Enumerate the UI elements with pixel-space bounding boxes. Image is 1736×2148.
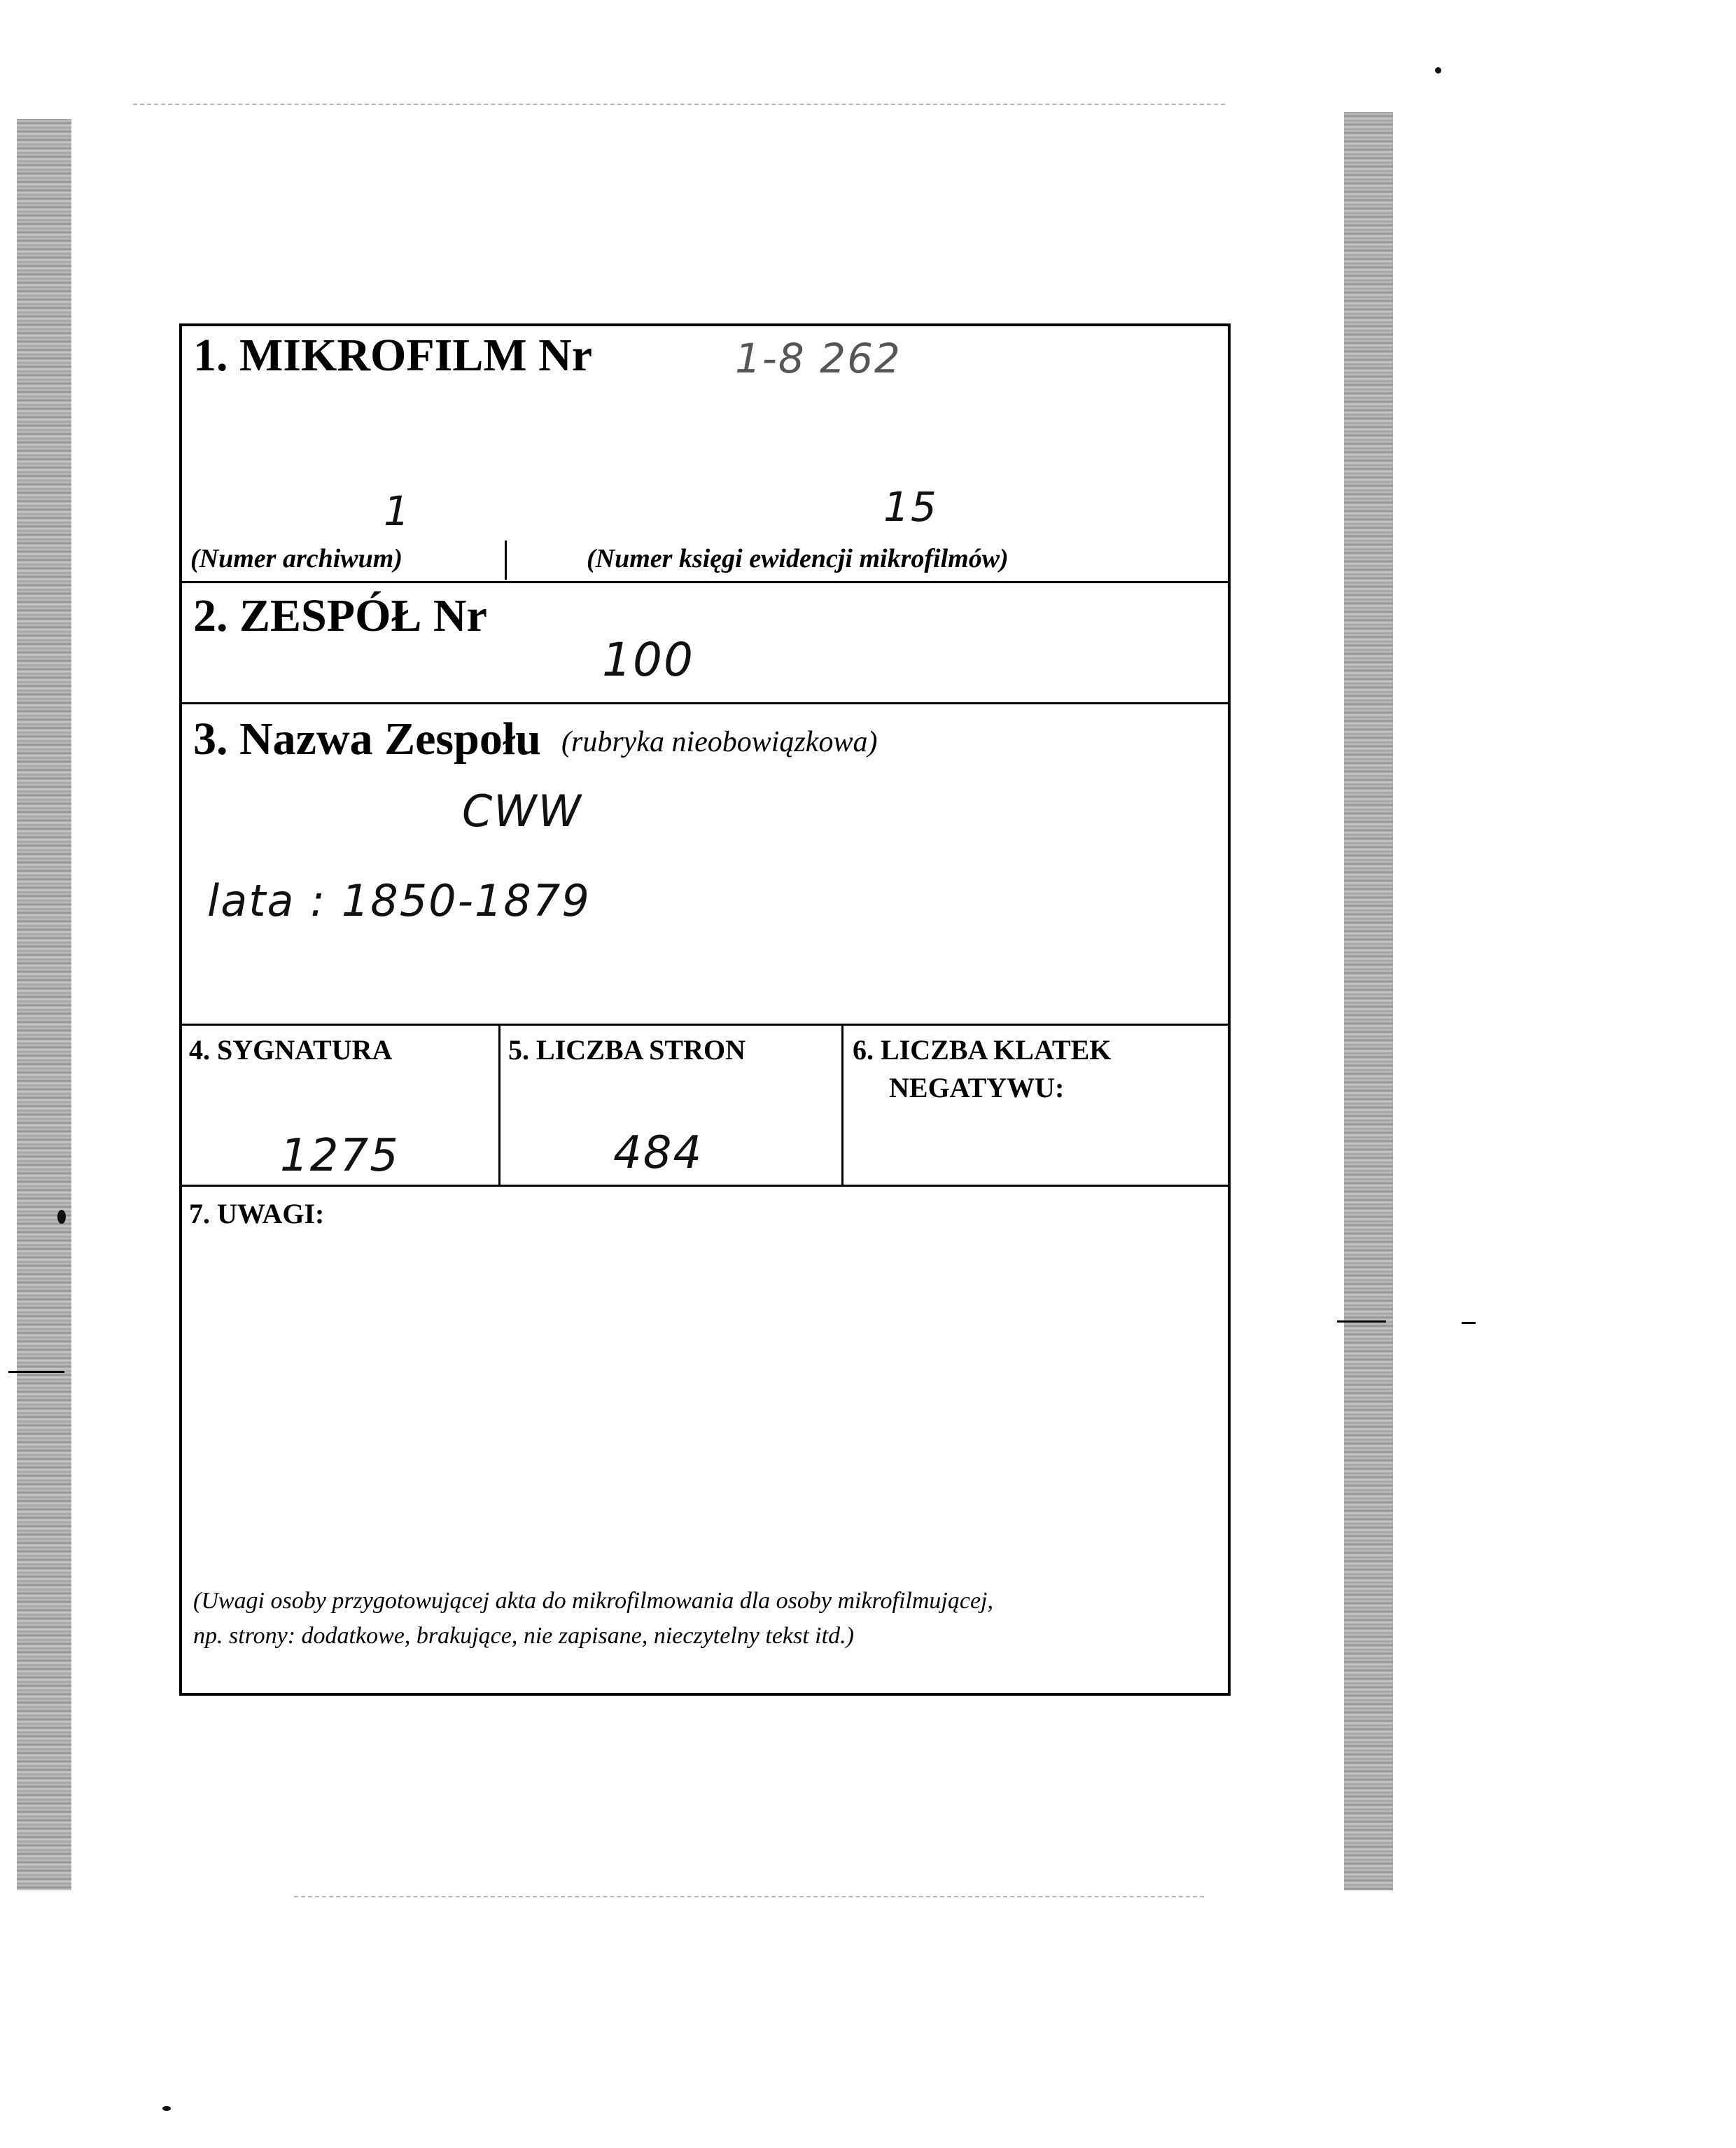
row-divider — [181, 1024, 1229, 1026]
scan-speck — [162, 2106, 171, 2111]
uwagi-label: 7. UWAGI: — [189, 1198, 325, 1229]
uwagi-footnote-line1: (Uwagi osoby przygotowującej akta do mikrofilmowania dla osoby mikrofilmującej, — [193, 1588, 993, 1614]
scan-edge-right — [1344, 112, 1393, 1890]
liczba-stron-value: 484 — [613, 1127, 704, 1179]
nazwa-zespolu-note: (rubryka nieobowiązkowa) — [561, 726, 878, 758]
row-divider — [181, 1185, 1229, 1187]
ledger-number-caption: (Numer księgi ewidencji mikrofilmów) — [587, 544, 1009, 573]
scan-mark-right — [1462, 1322, 1476, 1324]
zespol-years-value: lata : 1850-1879 — [207, 875, 591, 926]
scan-speck — [57, 1210, 66, 1224]
sygnatura-label: 4. SYGNATURA — [189, 1034, 393, 1066]
scan-edge-left — [17, 119, 71, 1890]
column-divider — [841, 1025, 844, 1185]
zespol-label: 2. ZESPÓŁ Nr — [193, 590, 487, 641]
mikrofilm-label: 1. MIKROFILM Nr — [193, 330, 593, 381]
row-divider — [181, 581, 1229, 583]
liczba-klatek-label-line1: 6. LICZBA KLATEK — [853, 1034, 1112, 1066]
scan-top-line — [133, 104, 1225, 105]
archive-number-value: 1 — [384, 487, 411, 535]
scan-mark-right — [1337, 1320, 1386, 1323]
ledger-number-value: 15 — [883, 483, 938, 531]
liczba-klatek-label-line2: NEGATYWU: — [889, 1072, 1065, 1103]
sygnatura-value: 1275 — [280, 1130, 400, 1182]
column-divider — [498, 1025, 500, 1185]
nazwa-zespolu-label: 3. Nazwa Zespołu — [193, 713, 541, 765]
mikrofilm-number-handwritten: 1-8 262 — [735, 335, 902, 382]
zespol-number-value: 100 — [602, 633, 694, 687]
archive-number-caption: (Numer archiwum) — [190, 544, 402, 573]
scan-speck — [1435, 67, 1441, 74]
zespol-name-value: CWW — [462, 786, 582, 837]
uwagi-footnote-line2: np. strony: dodatkowe, brakujące, nie zapisane, nieczytelny tekst itd.) — [193, 1623, 854, 1649]
microfilm-form — [179, 323, 1231, 1696]
caption-divider — [505, 541, 507, 580]
scan-bottom-line — [294, 1896, 1204, 1897]
row-divider — [181, 702, 1229, 704]
liczba-stron-label: 5. LICZBA STRON — [508, 1034, 746, 1066]
scan-mark-left — [8, 1371, 64, 1373]
